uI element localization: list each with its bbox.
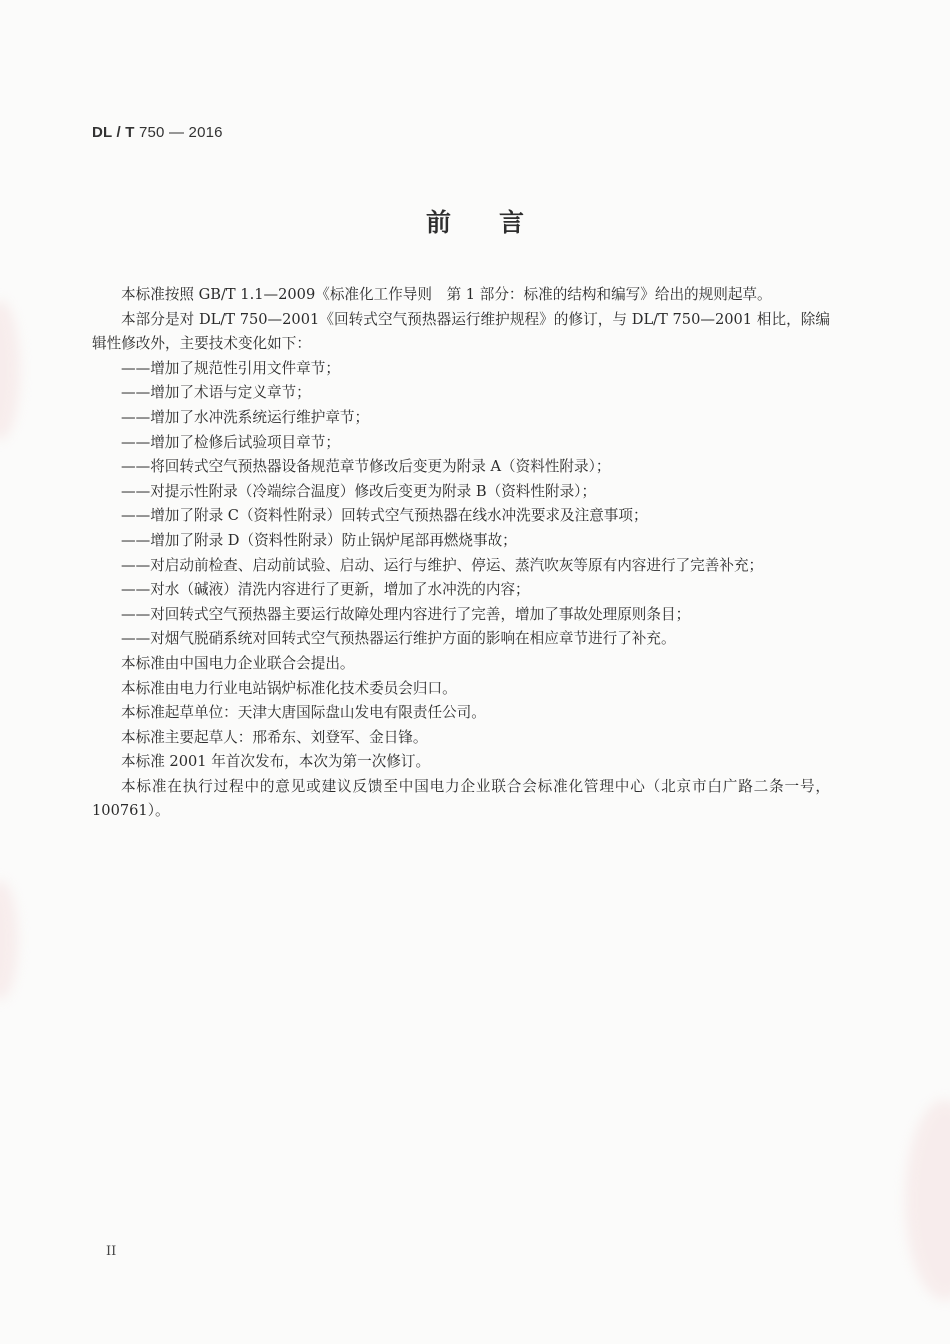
paragraph: 本标准 2001 年首次发布，本次为第一次修订。 bbox=[121, 753, 431, 771]
document-body bbox=[92, 283, 830, 824]
change-item: ——增加了附录 D（资料性附录）防止锅炉尾部再燃烧事故； bbox=[121, 531, 517, 549]
change-item: ——对回转式空气预热器主要运行故障处理内容进行了完善，增加了事故处理原则条目； bbox=[121, 605, 691, 623]
document-code-number: 750 — 2016 bbox=[138, 124, 223, 141]
document-code bbox=[92, 124, 223, 141]
scan-smudge bbox=[0, 880, 18, 1000]
page-number: II bbox=[106, 1244, 117, 1259]
paragraph: 本标准起草单位：天津大唐国际盘山发电有限责任公司。 bbox=[121, 704, 486, 722]
paragraph: 本标准按照 GB/T 1.1—2009《标准化工作导则 第 1 部分：标准的结构和编写》给出的规则起草。 bbox=[121, 286, 772, 303]
page-title: 前言 bbox=[425, 208, 572, 237]
change-item: ——增加了水冲洗系统运行维护章节； bbox=[121, 408, 370, 426]
change-item: ——对启动前检查、启动前试验、启动、运行与维护、停运、蒸汽吹灰等原有内容进行了完善补充； bbox=[121, 556, 764, 574]
change-item: ——增加了附录 C（资料性附录）回转式空气预热器在线水冲洗要求及注意事项； bbox=[121, 507, 648, 525]
scan-smudge bbox=[905, 1100, 950, 1300]
paragraph: 本标准主要起草人：邢希东、刘登军、金日锋。 bbox=[121, 728, 428, 746]
change-item: ——对水（碱液）清洗内容进行了更新，增加了水冲洗的内容； bbox=[121, 581, 530, 599]
paragraph: 本标准由中国电力企业联合会提出。 bbox=[121, 654, 355, 672]
paragraph: 本部分是对 DL/T 750—2001《回转式空气预热器运行维护规程》的修订，与 DL/T 750—2001 相比，除编辑性修改外，主要技术变化如下： bbox=[92, 310, 830, 353]
change-item: ——将回转式空气预热器设备规范章节修改后变更为附录 A（资料性附录）； bbox=[121, 458, 611, 476]
paragraph: 本标准由电力行业电站锅炉标准化技术委员会归口。 bbox=[121, 679, 457, 697]
change-item: ——增加了检修后试验项目章节； bbox=[121, 433, 340, 451]
change-item: ——对烟气脱硝系统对回转式空气预热器运行维护方面的影响在相应章节进行了补充。 bbox=[121, 630, 676, 648]
document-code-prefix: DL / T bbox=[92, 124, 135, 141]
change-item: ——对提示性附录（冷端综合温度）修改后变更为附录 B（资料性附录）； bbox=[121, 482, 597, 500]
paragraph: 本标准在执行过程中的意见或建议反馈至中国电力企业联合会标准化管理中心（北京市白广路二条一号，100761）。 bbox=[92, 777, 830, 820]
change-item: ——增加了规范性引用文件章节； bbox=[121, 359, 340, 377]
change-item: ——增加了术语与定义章节； bbox=[121, 384, 311, 402]
scan-smudge bbox=[0, 300, 20, 440]
